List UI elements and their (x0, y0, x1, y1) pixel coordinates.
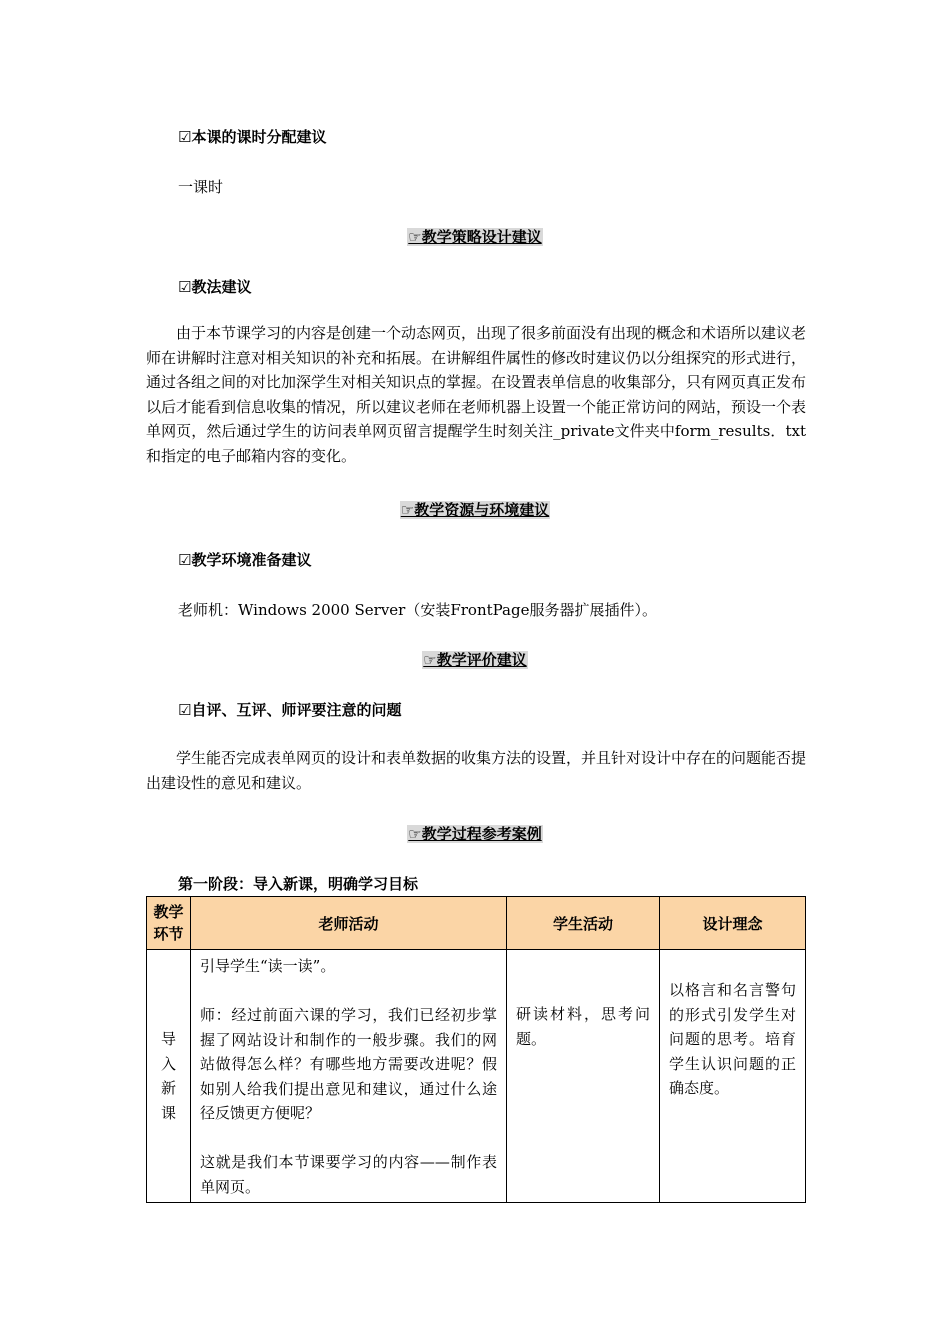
section-title-process (0, 823, 950, 844)
heading-teaching-method: ☑教法建议 (178, 278, 252, 296)
teacher-activity-p3: 这就是我们本节课要学习的内容——制作表单网页。 (200, 1153, 497, 1196)
student-activity-cell (507, 950, 660, 1203)
heading-environment: ☑教学环境准备建议 (178, 551, 312, 569)
teacher-activity-cell (191, 950, 507, 1203)
section-title-evaluation (0, 649, 950, 670)
section-title-resources (0, 499, 950, 520)
section-char: 新 (160, 1079, 176, 1097)
section-title-evaluation-text: ☞教学评价建议 (423, 651, 527, 669)
teacher-activity-p2: 师：经过前面六课的学习，我们已经初步掌握了网站设计和制作的一般步骤。我们的网站做得怎么样？有哪些地方需要改进呢？假如别人给我们提出意见和建议，通过什么途径反馈更方便呢？ (200, 1006, 497, 1122)
lesson-table (146, 896, 806, 1203)
heading-class-hours: ☑本课的课时分配建议 (178, 128, 327, 146)
section-title-strategy-text: ☞教学策略设计建议 (408, 228, 542, 246)
header-section (147, 897, 191, 950)
class-hours-value: 一课时 (178, 178, 224, 196)
header-design: 设计理念 (660, 897, 806, 950)
table-row (147, 950, 806, 1203)
heading-evaluation: ☑自评、互评、师评要注意的问题 (178, 701, 402, 719)
student-activity-text: 研读材料，思考问题。 (516, 1005, 650, 1048)
table-header-row (147, 897, 806, 950)
design-concept-text: 以格言和名言警句的形式引发学生对问题的思考。培育学生认识问题的正确态度。 (669, 981, 796, 1097)
section-title-process-text: ☞教学过程参考案例 (408, 825, 542, 843)
section-char: 导 (160, 1030, 176, 1048)
header-student: 学生活动 (507, 897, 660, 950)
header-section-line: 环节 (153, 925, 184, 943)
section-title-strategy (0, 226, 950, 247)
teacher-activity-p1: 引导学生“读一读”。 (200, 957, 336, 975)
environment-text: 老师机：Windows 2000 Server（安装FrontPage服务器扩展插件）。 (178, 601, 657, 619)
section-cell (147, 950, 191, 1203)
section-title-resources-text: ☞教学资源与环境建议 (400, 501, 550, 519)
header-teacher: 老师活动 (191, 897, 507, 950)
header-section-line: 教学 (153, 903, 184, 921)
method-paragraph: 由于本节课学习的内容是创建一个动态网页，出现了很多前面没有出现的概念和术语所以建议老师在讲解时注意对相关知识的补充和拓展。在讲解组件属性的修改时建议仍以分组探究的形式进行，通过各组之间的对比加深学生对相关知识点的掌握。在设置表单信息的收集部分，只有网页真正发布以后才能看到信息收集的情况，所以建议老师在老师机器上设置一个能正常访问的网站，预设一个表单网页，然后通过学生的访问表单网页留言提醒学生时刻关注_private文件夹中form_results．txt和指定的电子邮箱内容的变化。 (146, 324, 807, 465)
design-concept-cell (660, 950, 806, 1203)
stage-title: 第一阶段：导入新课，明确学习目标 (178, 875, 419, 893)
section-char: 课 (160, 1103, 176, 1122)
evaluation-paragraph: 学生能否完成表单网页的设计和表单数据的收集方法的设置，并且针对设计中存在的问题能否提出建设性的意见和建议。 (146, 749, 807, 792)
section-char: 入 (160, 1054, 176, 1073)
